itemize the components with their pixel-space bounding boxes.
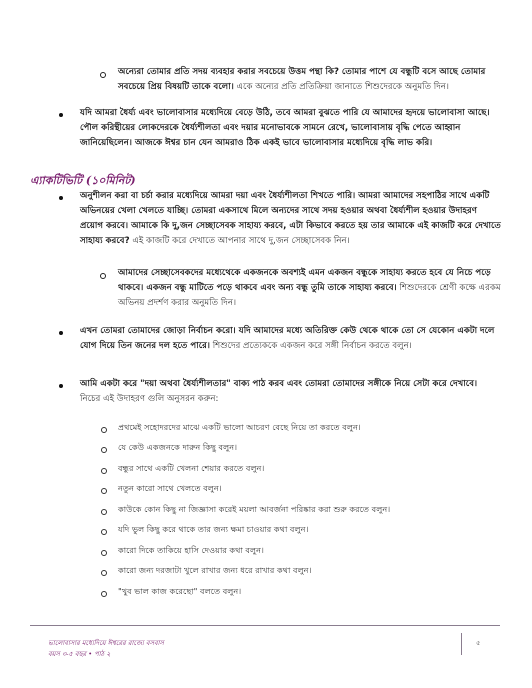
paragraph-read-sentences: [80, 377, 502, 407]
sub-bullet-marker: [101, 570, 107, 576]
example-item: কাউকে কোন কিছু না জিজ্ঞাসা করেই ময়লা আবর্জনা পরিষ্কার করা শুরু করতে বলুন।: [118, 504, 391, 514]
sub-bullet-marker: [101, 529, 107, 535]
example-item: বন্ধুর সাথে একটি খেলনা শেয়ার করতে বলুন।: [118, 463, 265, 473]
paragraph-volunteer-help: [118, 266, 502, 311]
paragraph-bold-text: অন্যেরা তোমার প্রতি সদয় ব্যবহার করার সবচেয়ে উত্তম পন্থা কি? তোমার পাশে যে বন্ধুটি বসে আছে তোমার সবচেয়ে প্রিয় বিষয়টি তাকে বলো।: [118, 67, 486, 92]
example-item: যে কেউ একজনকে দারুন কিছু বলুন।: [118, 442, 238, 452]
paragraph-patience-love: [80, 106, 502, 151]
sub-bullet-marker: [101, 447, 107, 453]
sub-bullet-marker: [100, 273, 106, 279]
sub-bullet-marker: [101, 468, 107, 474]
footer-vertical-divider: [461, 633, 462, 655]
paragraph-bold-text: আমি একটা করে "দয়া অথবা ধৈর্য্যশীলতার" বাক্য পাঠ করব এবং তোমরা তোমাদের সঙ্গীকে নিয়ে সেটা করে দেখাবে।: [80, 379, 478, 389]
footer-lesson-title: ভালোবাসার মধ্যেদিয়ে ঈশ্বরের রাজ্যে বসবাস: [48, 639, 164, 647]
paragraph-instruction-text: এই কাজটি করে দেখাতে আপনার সাথে দু,জন সেচ্ছাসেবক নিন।: [132, 236, 350, 246]
paragraph-bold-text: আমাদের সেচ্ছাসেবকদের মধ্যেথেকে একজনকে অবশ্যই এমন একজন বন্ধুকে সাহায্য করতে হবে যে নিচে পড়ে থাকবে। একজন বন্ধু মাটিতে পড়ে থাকবে এবং অন্য বন্ধু তুমি তাকে সাহায্য করবে।: [118, 268, 491, 293]
paragraph-instruction-text: শিশুদেরকে শ্রেণী কক্ষে এরকম অভিনয় প্রদর্শণ করার অনুমতি দিন।: [118, 283, 501, 308]
paragraph-bold-text: অনুশীলন করা বা চর্চা করার মধ্যেদিয়ে আমরা দয়া এবং ধৈর্য্যশীলতা শিখতে পারি। আমরা আমাদের সহপাঠির সাথে একটি অভিনয়ের খেলা খেলতে যাচ্ছি। তোমরা একসাথে মিলে অন্যদের সাথে সদয় হওয়ার অথবা ধৈর্য্যশীল হওয়ার উদাহরণ প্রয়োগ করবে। আমাকে কি দু,জন সেচ্ছাসেবক সাহায্য করবে, এটা কিভাবে করতে হয় তার আমাকে এই কাজটি করে দেখাতে সাহায্য করবে?: [80, 191, 501, 246]
paragraph-bold-text: এখন তোমরা তোমাদের জোড়া নির্বাচন করো। যদি আমাদের মধ্যে অতিরিক্ত কেউ থেকে থাকে তো সে যেকোন একটা দলে যোগ দিয়ে তিন জনের দল হতে পারে।: [80, 326, 495, 351]
paragraph-bold-text: যদি আমরা ধৈর্য্য এবং ভালোবাসার মধ্যেদিয়ে বেড়ে উঠি, তবে আমরা বুঝতে পারি যে আমাদের হৃদয়ে ভালোবাসা আছে। পৌল করিন্থীয়ের লোকদেরকে ধৈর্য্যশীলতা এবং দয়ার মনোভাবকে সামনে রেখে, ভালোবাসায় বৃদ্ধি পেতে আহ্বান জানিয়েছিলেন। আজকে ঈশ্বর চান যেন আমরাও ঠিক একই ভাবে ভালোবাসার মধ্যেদিয়ে বৃদ্ধি লাভ করি।: [80, 108, 490, 148]
bullet-marker: [59, 331, 63, 335]
sub-bullet-marker: [101, 509, 107, 515]
paragraph-instruction-text: নিচের এই উদাহরণ গুলি অনুসরন করুন:: [80, 394, 219, 404]
page-number: ৫: [476, 639, 481, 647]
sub-bullet-marker: [101, 488, 107, 494]
paragraph-choose-pairs: [80, 324, 502, 354]
activity-heading: এ্যাকটিভিটি (১০মিনিট): [30, 174, 136, 187]
paragraph-practice-roleplay: [80, 189, 502, 249]
example-item: প্রথমেই সহোদরদের মাঝে একটি ভালো আচরণ বেছে নিয়ে তা করতে বলুন।: [118, 422, 361, 432]
example-item: যদি ভুল কিছু করে থাকে তার জন্য ক্ষমা চাওয়ার কথা বলুন।: [118, 524, 309, 534]
sub-bullet-marker: [101, 591, 107, 597]
sub-bullet-marker: [101, 427, 107, 433]
footer-divider: [30, 625, 500, 626]
footer-lesson-subtitle: বয়স ৩-৫ বছর • পাঠ ২: [48, 650, 111, 658]
example-item: কারো জন্য দরজাটা খুলে রাখার জন্য ধরে রাখার কথা বলুন।: [118, 565, 312, 575]
example-item: "খুব ভাল কাজ করেছো" বলতে বলুন।: [118, 586, 242, 596]
bullet-marker: [59, 113, 63, 117]
example-item: নতুন কারো সাথে খেলতে বলুন।: [118, 483, 222, 493]
paragraph-kind-response: [118, 65, 502, 95]
bullet-marker: [59, 384, 63, 388]
bullet-marker: [59, 196, 63, 200]
paragraph-instruction-text: একে অন্যের প্রতি প্রতিক্রিয়া জানাতে শিশুদেরকে অনুমতি দিন।: [236, 82, 449, 92]
example-item: কারো দিকে তাকিয়ে হাসি দেওয়ার কথা বলুন।: [118, 545, 264, 555]
paragraph-instruction-text: শিশুদের প্রত্যেককে একজন করে সঙ্গী নির্বাচন করতে বলুন।: [212, 341, 412, 351]
sub-bullet-marker: [101, 550, 107, 556]
sub-bullet-marker: [100, 72, 106, 78]
